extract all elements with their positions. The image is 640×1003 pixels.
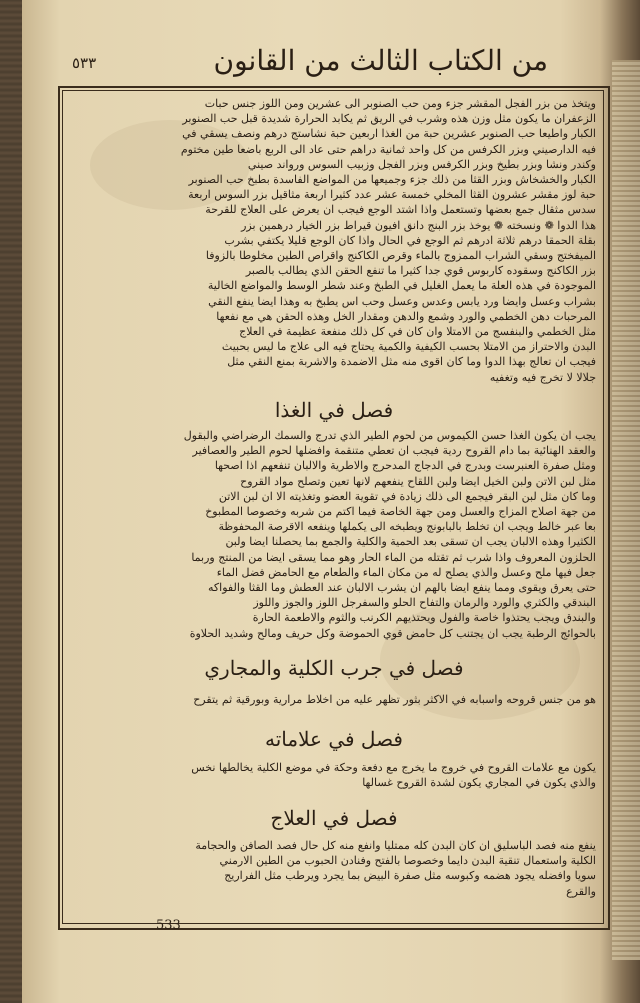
text-line: جلالا لا تخرج فيه وتغفيه: [489, 370, 596, 384]
text-line: بالحوائج الرطبة يجب ان يجتنب كل حامض قوي الحموضة وكل حريف ومالح وشديد الحلاوة: [189, 626, 596, 640]
text-line: البندقي والكثري والورد والرمان والتفاح الحلو والسفرجل اللوز والجوز واللوز: [253, 596, 596, 610]
page-number-top: ٥٣٣: [72, 54, 97, 72]
text-line: هذا الدوا ❁ ونسخته ❁ يوخذ بزر البنج دانق افيون قيراط بزر الخيار درهمين بزر: [241, 218, 596, 232]
text-line: بشراب وعسل وايضا ورد يابس وعدس وعسل وحب اس يطبخ به وهذا ايضا ينفع النقي: [208, 294, 596, 308]
text-line: من جهة اصلاح المزاج والعسل ومن جهة الخاصة فيما اكتم من شربه وخصوصا المطبوخ: [205, 505, 596, 519]
text-line: مثل الخطمي والبنفسج من الامتلا وان كان في كل ذلك منفعة عظيمة في العلاج: [239, 325, 596, 339]
text-block-intro: [70, 96, 596, 384]
section-heading-nutrition: فصل في الغذا: [274, 398, 394, 422]
text-line: الكثيرا وهذه الالبان يجب ان تسقى بعد الحمية والكلية والجمع بما يحصلنا ايضا ولبن: [225, 535, 596, 549]
running-title: من الكتاب الثالث من القانون: [213, 44, 548, 77]
section-heading-scabies: فصل في جرب الكلية والمجاري: [204, 656, 464, 680]
text-line: بزر الكاكنج وسقوده كاربوس قوي جدا كثيرا ما تنفع الحقن الذي يطالب بالصبر: [245, 264, 596, 278]
text-line: والعقد الهنائية بما دام القروح ردية فيجب ان تعطي متنقمة وافضلها لحوم الطير والعصافير: [192, 444, 596, 458]
text-line: الميفختج وسقي الشراب الممزوج بالماء وقرص الكاكنج واقراص الطين مخلوطا بالزوفا: [205, 249, 596, 263]
section-heading-treatment: فصل في العلاج: [270, 806, 398, 830]
text-line: المرحبات دهن الخطمي والورد وشمع والدهن ومقدار الخل وهذه الحقن هي مع نفعها: [216, 309, 596, 323]
text-line: فيه الدارصيني وبزر الكرفس من كل واحد ثمانية دراهم حتى عاد الى الربع باضعا طين مختوم: [180, 142, 596, 156]
text-line: وكندر ونشا وبزر بطيخ وبزر الكرفس وبزر الفجل وزبيب السوس ورواند صيني: [247, 157, 596, 171]
text-line: الكبار واطيعا حب الصنوبر عشرين حبة من الغذا اربعين حبة نشاستج درهم ونصف يسقي في: [182, 127, 596, 141]
text-line: الكبار والخشخاش وبزر القثا من ذلك جزء وجميعها من المواضع الفاسدة بطبخ حب الصنوبر: [188, 173, 596, 187]
text-line: الكلية واستعمال تنقية البدن دايما وخصوصا بالفتح وفنادن الحبوب من الطين الارمني: [219, 854, 596, 868]
text-line: سدس مثقال جمع بعضها وتستعمل واذا اشتد الوجع فيجب ان يعرض على العلاج للقرحة: [205, 203, 596, 217]
text-line: والذي يكون في المجاري يكون لشدة القروح غسالها: [362, 776, 596, 790]
text-line: الموجودة في هذه العلة ما يعمل الغليل في الطبخ وعند شطر الوسط والمواضع الخالية: [207, 279, 596, 293]
text-line: حتى يعرق ويقوى ومما ينفع ايضا بالهم ان يشرب الالبان عند العطش وما القثا والفواكه: [208, 581, 596, 595]
text-block-treatment: [70, 838, 596, 898]
text-line: حبة لوز مقشر عشرون القثا المخلي خمسة عشر عدد كثيرا اربعة مثاقيل بزر السوس اربعة: [188, 188, 596, 202]
text-line: الحلزون المعروف واذا شرب ثم تقتله من الماء الحار وهو مما يسقى ايضا من المنتج وربما: [191, 550, 596, 564]
text-line: والبندق ويجب يحتذوا خاصة والفول ويحتذيهم الكرنب والثوم والاطعمة الحارة: [252, 611, 596, 625]
text-line: فيجب ان تعالج بهذا الدوا وما كان اقوى منه مثل الاضمدة والاشربة بمنع النقي مثل: [227, 355, 596, 369]
text-line: بعا عبر خالط ويجب ان تخلط بالبابونج ويطبخه الى يكملها وينفعه الاقرصة المحفوظة: [218, 520, 596, 534]
text-block-nutrition: [70, 428, 596, 690]
text-line: هو من جنس قروحه واسبابه في الاكثر بثور تظهر عليه من اخلاط مرارية وبورقية ثم يتقرح: [193, 693, 596, 706]
text-line: يكون مع علامات القروح في خروج ما يخرج مع دفعة وحكة في موضع الكلية يخالطها نخس: [191, 761, 596, 774]
text-line: مثل لبن الاتن ولبن الخيل ايضا ولبن اللقاح ينفعهم لانها تعين وتصلح مواد القروح: [240, 474, 596, 488]
page-number-bottom: 533: [156, 918, 181, 933]
text-line: يجب ان يكون الغذا حسن الكيموس من لحوم الطير الذي تدرج والسمك الرضراضي والبقول: [183, 429, 596, 442]
text-line: البدن والاحتراز من الامتلا بحسب الكيفية والكمية يحتاج فيه الى علاج ما ليس بحبيث: [221, 340, 596, 354]
text-line: ويتخذ من بزر الفجل المقشر جزء ومن حب الصنوبر الى عشرين ومن اللوز جنس حبات: [204, 97, 596, 110]
page-edges: [612, 60, 640, 960]
text-line: بقلة الحمقا درهم ثلاثة ادرهم ثم الوجع في الحال واذا كان الوجع قليلا يكتفي بشرب: [224, 233, 596, 247]
text-line: ينفع منه فصد الباسليق ان كان البدن كله ممتليا وانفع منه كل حال فصد الصافن والحجامة: [195, 839, 596, 852]
page-header: [60, 40, 608, 86]
text-line: ومثل صفرة العنبرست وبدرج في الدجاج المدحرج والاطرية والالبان تنفعهم اذا اصحها: [214, 459, 596, 473]
text-line: الزعفران ما يكون مثل وزن هذه وشرب في الريق ثم يكابد الحرارة شديدة قبل حب الصنوبر: [182, 112, 596, 126]
text-line: وما كان مثل لبن البقر فيجمع الى ذلك زيادة في تقوية العضو وتغذيته الا ان لبن الاتن: [218, 489, 596, 503]
book-spine: [0, 0, 22, 1003]
text-line: سويا وافضله يجود هضمه وكبوسه مثل صفرة البيض بما يجرد ويرطب مثل الفراريج: [224, 869, 596, 883]
text-block-signs: [70, 760, 596, 804]
section-heading-signs: فصل في علاماته: [265, 727, 403, 751]
text-line: جعل فيها ملح وعسل والذي يصلح له من مكان الماء والطعام مع الحامض فضل الماء: [216, 565, 596, 579]
text-line: والقرع: [566, 884, 596, 898]
text-block-scabies: [70, 692, 596, 718]
